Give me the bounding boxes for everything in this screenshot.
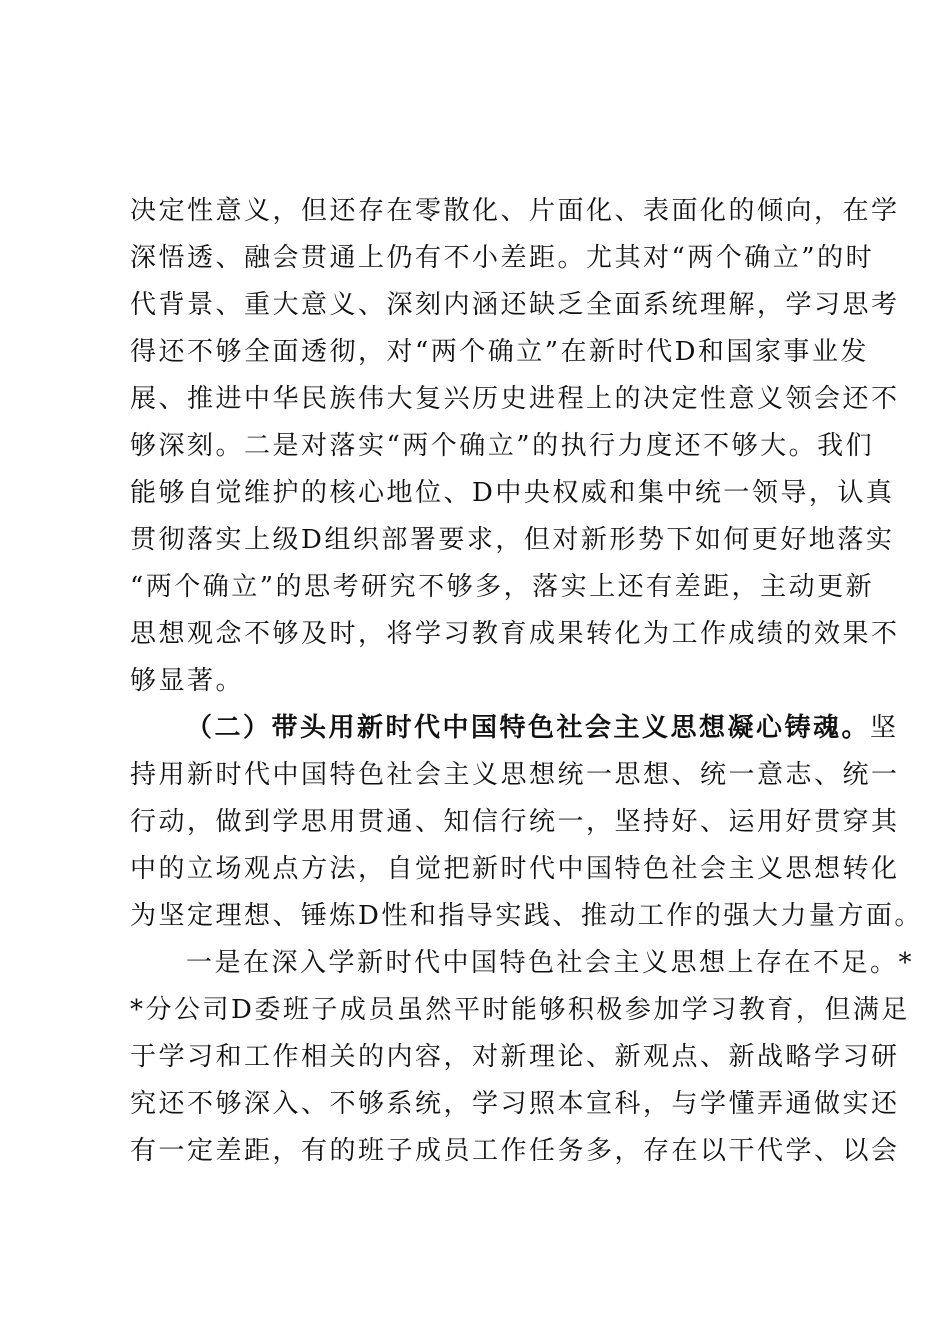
section-2-heading: （二）带头用新时代中国特色社会主义思想凝心铸魂。 <box>186 713 871 743</box>
document-body <box>130 188 923 1175</box>
body-line: 代背景、重大意义、深刻内涵还缺乏全面系统理解，学习思考 <box>130 290 900 320</box>
body-line: “两个确立”的思考研究不够多，落实上还有差距，主动更新 <box>130 572 875 602</box>
paragraph-3-first-line: 一是在深入学新时代中国特色社会主义思想上存在不足。* <box>186 948 915 978</box>
body-line: 够深刻。二是对落实“两个确立”的执行力度还不够大。我们 <box>130 431 875 461</box>
body-line: 深悟透、融会贯通上仍有不小差距。尤其对“两个确立”的时 <box>130 243 875 273</box>
body-line: 思想观念不够及时，将学习教育成果转化为工作成绩的效果不 <box>130 619 900 649</box>
section-heading-line <box>130 705 899 752</box>
body-line: 中的立场观点方法，自觉把新时代中国特色社会主义思想转化 <box>130 854 900 884</box>
body-line: 为坚定理想、锤炼D性和指导实践、推动工作的强大力量方面。 <box>130 901 923 931</box>
body-line: 能够自觉维护的核心地位、D中央权威和集中统一领导，认真 <box>130 478 895 508</box>
body-line: 行动，做到学思用贯通、知信行统一，坚持好、运用好贯穿其 <box>130 807 900 837</box>
section-2-heading-tail: 坚 <box>870 713 899 743</box>
body-line: 决定性意义，但还存在零散化、片面化、表面化的倾向，在学 <box>130 196 900 226</box>
body-line: 究还不够深入、不够系统，学习照本宣科，与学懂弄通做实还 <box>130 1089 900 1119</box>
body-line: 够显著。 <box>130 666 245 696</box>
body-line: 有一定差距，有的班子成员工作任务多，存在以干代学、以会 <box>130 1136 900 1166</box>
body-line: 展、推进中华民族伟大复兴历史进程上的决定性意义领会还不 <box>130 384 900 414</box>
body-line: 贯彻落实上级D组织部署要求，但对新形势下如何更好地落实 <box>130 525 895 555</box>
body-line: 得还不够全面透彻，对“两个确立”在新时代D和国家事业发 <box>130 337 869 367</box>
body-line: 于学习和工作相关的内容，对新理论、新观点、新战略学习研 <box>130 1042 900 1072</box>
body-line: *分公司D委班子成员虽然平时能够积极参加学习教育，但满足 <box>130 995 910 1025</box>
body-line: 持用新时代中国特色社会主义思想统一思想、统一意志、统一 <box>130 760 900 790</box>
